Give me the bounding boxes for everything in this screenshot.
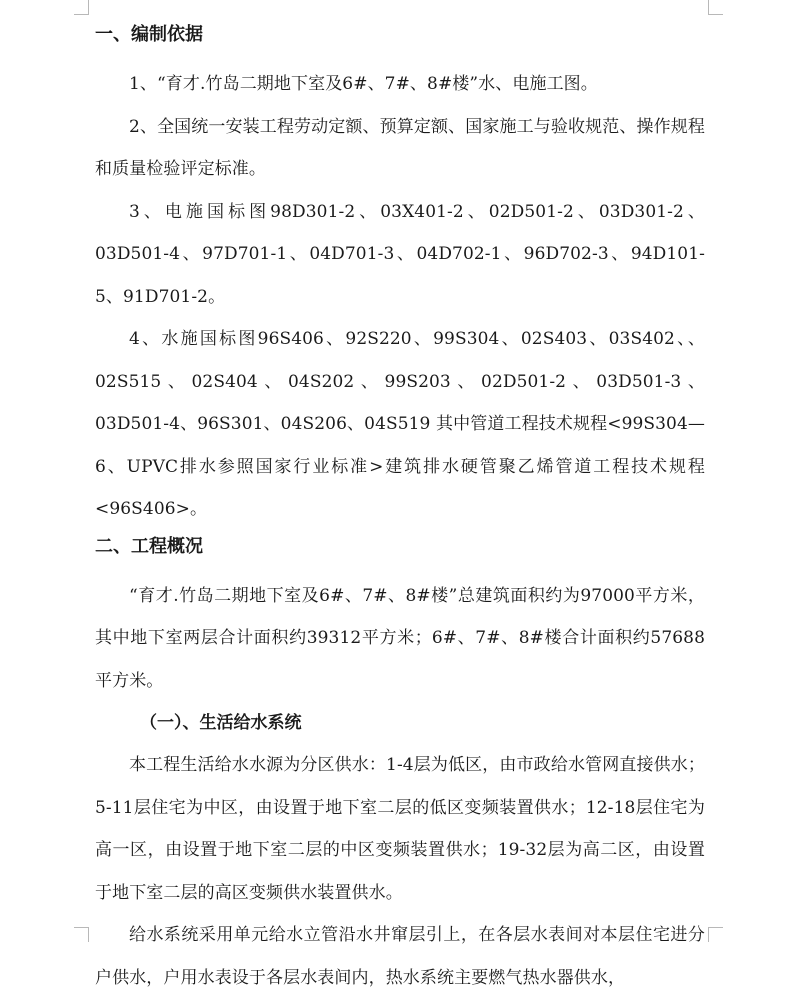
page-corner-mark-top-right [708,0,723,15]
section-heading-basis: 一、编制依据 [95,24,203,45]
basis-item-3: 3、电施国标图98D301-2、03X401-2、02D501-2、03D301-2、03D501-4、97D701-1、04D701-3、04D702-1、96D702-3、94D101-5、91D701-2。 [95,201,705,307]
page-corner-mark-bottom-left [74,927,89,942]
basis-item-1: 1、“育才.竹岛二期地下室及6#、7#、8#楼”水、电施工图。 [129,74,598,94]
subsection-heading-water-supply: （一）、生活给水系统 [140,713,302,733]
overview-paragraph: “育才.竹岛二期地下室及6#、7#、8#楼”总建筑面积约为97000平方米，其中地下室两层合计面积约39312平方米；6#、7#、8#楼合计面积约57688平方米。 [95,585,705,691]
basis-item-4: 4、水施国标图96S406、92S220、99S304、02S403、03S402、、02S515、02S404、04S202、99S203、02D501-2、03D501-3、03D501-4、96S301、04S206、04S519 其中管道工程技术规程<99S304—6、UPVC排水参照国家行业标准>建筑排水硬管聚乙烯管道工程技术规程<96S406>。 [95,329,705,519]
water-supply-paragraph-2: 给水系统采用单元给水立管沿水井窜层引上，在各层水表间对本层住宅进分户供水，户用水表设于各层水表间内，热水系统主要燃气热水器供水， [95,925,705,988]
document-body [95,19,705,999]
section-heading-overview: 二、工程概况 [95,535,203,557]
basis-item-2: 2、全国统一安装工程劳动定额、预算定额、国家施工与验收规范、操作规程和质量检验评定标准。 [95,116,705,179]
page-corner-mark-top-left [74,0,89,15]
page-corner-mark-bottom-right [708,927,723,942]
water-supply-paragraph-1: 本工程生活给水水源为分区供水：1-4层为低区，由市政给水管网直接供水；5-11层住宅为中区，由设置于地下室二层的低区变频装置供水；12-18层住宅为高一区，由设置于地下室二层的中区变频装置供水；19-32层为高二区，由设置于地下室二层的高区变频供水装置供水。 [95,755,705,903]
